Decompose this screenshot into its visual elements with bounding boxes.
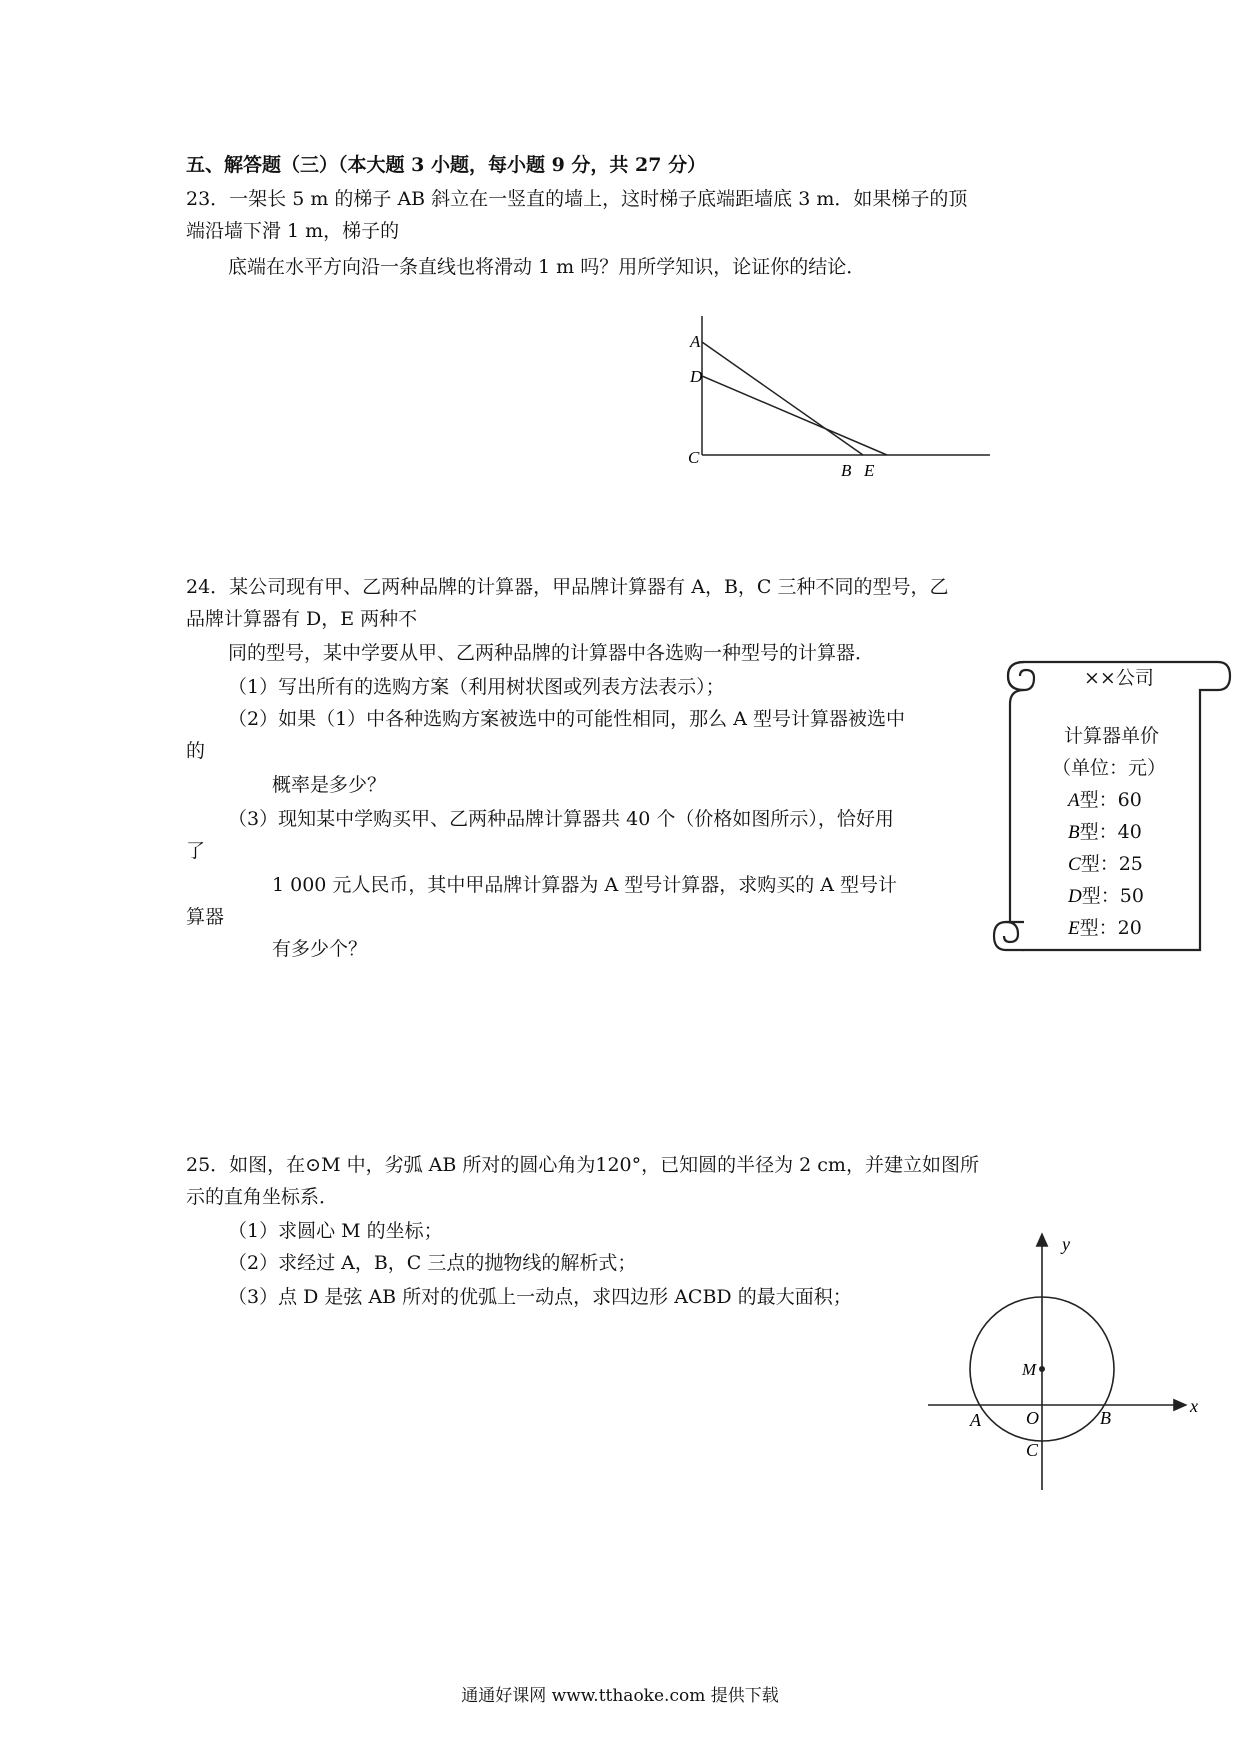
q24-line2: 品牌计算器有 D，E 两种不 [186,608,418,630]
q25-part1: （1）求圆心 M 的坐标； [228,1220,443,1242]
scroll-unit: （单位：元） [1052,757,1167,779]
label-m: M [1022,1360,1037,1379]
center-dot [1039,1366,1045,1372]
q24-line1: 24．某公司现有甲、乙两种品牌的计算器，甲品牌计算器有 A，B，C 三种不同的型号，乙 [186,576,949,598]
label-b: B [841,461,852,480]
label-c: C [1026,1440,1039,1460]
q24-part3a: （3）现知某中学购买甲、乙两种品牌计算器共 40 个（价格如图所示），恰好用 [228,808,894,830]
price-row-b: B型：40 [1068,821,1142,843]
q24-part2b: 的 [186,740,206,762]
label-y: y [1062,1234,1070,1254]
price-scroll [990,656,1236,962]
q24-part3d: 算器 [186,906,225,928]
q24-part3b: 了 [186,840,206,862]
q24-line3: 同的型号，某中学要从甲、乙两种品牌的计算器中各选购一种型号的计算器． [228,642,875,664]
q24-part3c: 1 000 元人民币，其中甲品牌计算器为 A 型号计算器，求购买的 A 型号计 [272,874,898,896]
q23-line3: 底端在水平方向沿一条直线也将滑动 1 m 吗？用所学知识，论证你的结论． [228,256,866,278]
circle-figure [920,1226,1210,1496]
q25-part3: （3）点 D 是弦 AB 所对的优弧上一动点，求四边形 ACBD 的最大面积； [228,1286,852,1308]
q23-line1: 23．一架长 5 m 的梯子 AB 斜立在一竖直的墙上，这时梯子底端距墙底 3 m．如果梯子的顶 [186,188,968,210]
scroll-bottom-curl [994,922,1024,950]
label-a: A [970,1410,981,1430]
label-d: D [690,367,703,386]
q25-line1: 25．如图，在⊙M 中，劣弧 AB 所对的圆心角为120°，已知圆的半径为 2 cm，并建立如图所 [186,1154,979,1176]
price-row-e: E型：20 [1068,917,1142,939]
label-e: E [864,461,875,480]
price-row-a: A型：60 [1068,789,1142,811]
label-a: A [690,332,701,351]
q23-line2: 端沿墙下滑 1 m，梯子的 [186,220,400,242]
ladder-ab [702,342,863,455]
ladder-figure [670,310,1000,480]
scroll-company: ××公司 [1084,667,1154,689]
label-c: C [688,448,700,467]
q24-part2c: 概率是多少？ [272,774,387,796]
q24-part3e: 有多少个？ [272,938,368,960]
price-row-c: C型：25 [1068,853,1143,875]
label-o: O [1026,1408,1039,1428]
section-title: 五、解答题（三）（本大题 3 小题，每小题 9 分，共 27 分） [186,154,707,176]
q25-part2: （2）求经过 A，B，C 三点的抛物线的解析式； [228,1252,637,1274]
scroll-heading: 计算器单价 [1064,725,1160,747]
q25-line2: 示的直角坐标系． [186,1186,339,1208]
label-b: B [1100,1408,1111,1428]
price-row-d: D型：50 [1068,885,1144,907]
footer-text: 通通好课网 www.tthaoke.com 提供下载 [461,1686,779,1706]
q24-part1: （1）写出所有的选购方案（利用树状图或列表方法表示）； [228,676,725,698]
q24-part2a: （2）如果（1）中各种选购方案被选中的可能性相同，那么 A 型号计算器被选中 [228,708,905,730]
label-x: x [1190,1396,1198,1416]
ladder-de [702,376,887,455]
